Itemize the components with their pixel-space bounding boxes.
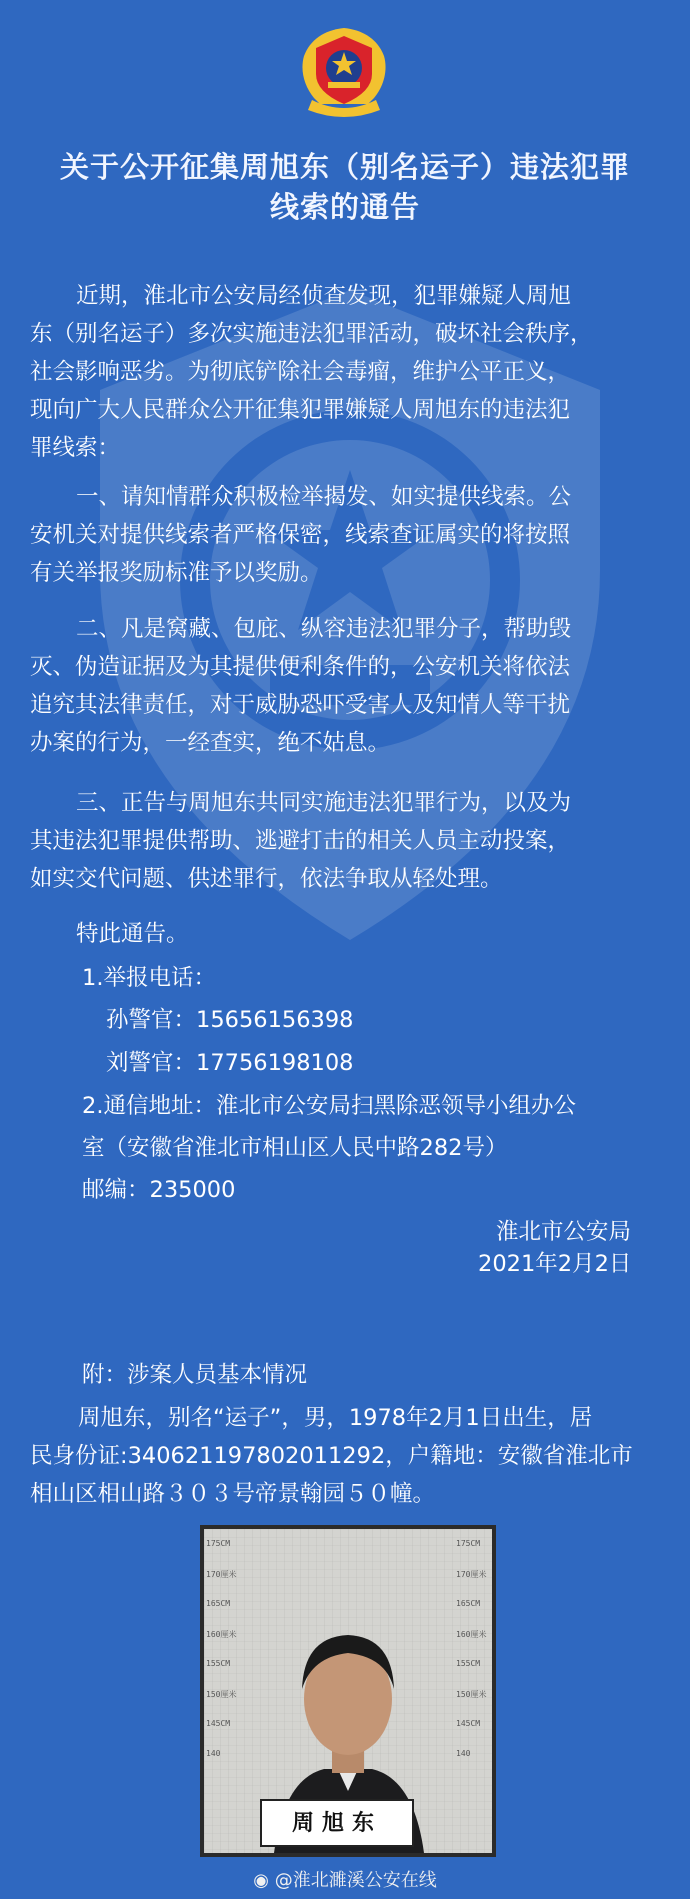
- paragraph-line: 民身份证:340621197802011292，户籍地：安徽省淮北市: [30, 1443, 633, 1469]
- paragraph-line: 相山区相山路３０３号帝景翰园５０幢。: [30, 1481, 436, 1507]
- suspect-photo: [200, 1525, 496, 1857]
- intro-paragraph: [30, 277, 662, 467]
- height-ruler-right: 175CM 170厘米 165CM 160厘米 155CM 150厘米 145CM 140: [456, 1539, 487, 1758]
- paragraph-line: 如实交代问题、供述罪行，依法争取从轻处理。: [30, 866, 503, 892]
- mugshot-background: [204, 1529, 492, 1853]
- paragraph-line: 其违法犯罪提供帮助、逃避打击的相关人员主动投案，: [30, 828, 571, 854]
- paragraph-line: 社会影响恶劣。为彻底铲除社会毒瘤，维护公平正义，: [30, 359, 571, 385]
- point-three-paragraph: [30, 784, 662, 898]
- signature-date: 2021年2月2日: [478, 1251, 632, 1277]
- paragraph-line: 周旭东，别名“运子”，男，1978年2月1日出生，居: [78, 1405, 593, 1431]
- mailing-address-line1: 2.通信地址：淮北市公安局扫黑除恶领导小组办公: [82, 1093, 576, 1119]
- point-two-paragraph: [30, 610, 662, 762]
- paragraph-line: 近期，淮北市公安局经侦查发现，犯罪嫌疑人周旭: [76, 283, 572, 309]
- mailing-address-line2: 室（安徽省淮北市相山区人民中路282号）: [82, 1135, 508, 1161]
- officer-sun-phone[interactable]: 孙警官：15656156398: [106, 1007, 354, 1033]
- paragraph-line: 三、正告与周旭东共同实施违法犯罪行为，以及为: [76, 790, 572, 816]
- name-card: 周旭东: [260, 1799, 414, 1847]
- report-phone-heading: 1.举报电话：: [82, 965, 216, 991]
- source-account[interactable]: @淮北濉溪公安在线: [274, 1870, 437, 1891]
- signature-org: 淮北市公安局: [496, 1219, 632, 1245]
- suspect-info-paragraph: [30, 1399, 662, 1513]
- paragraph-line: 追究其法律责任，对于威胁恐吓受害人及知情人等干扰: [30, 692, 571, 718]
- paragraph-line: 有关举报奖励标准予以奖励。: [30, 560, 323, 586]
- police-emblem-icon: [298, 26, 390, 118]
- officer-liu-phone[interactable]: 刘警官：17756198108: [106, 1050, 354, 1076]
- notice-closing: 特此通告。: [76, 921, 189, 947]
- paragraph-line: 灭、伪造证据及为其提供便利条件的，公安机关将依法: [30, 654, 571, 680]
- appendix-heading: 附：涉案人员基本情况: [82, 1362, 308, 1388]
- weibo-icon: ◉: [253, 1870, 269, 1891]
- paragraph-line: 一、请知情群众积极检举揭发、如实提供线索。公: [76, 484, 572, 510]
- paragraph-line: 现向广大人民群众公开征集犯罪嫌疑人周旭东的违法犯: [30, 397, 571, 423]
- point-one-paragraph: [30, 478, 662, 592]
- paragraph-line: 二、凡是窝藏、包庇、纵容违法犯罪分子，帮助毁: [76, 616, 572, 642]
- paragraph-line: 安机关对提供线索者严格保密，线索查证属实的将按照: [30, 522, 571, 548]
- page-title: 关于公开征集周旭东（别名运子）违法犯罪: [59, 150, 630, 184]
- postcode: 邮编：235000: [82, 1177, 236, 1203]
- paragraph-line: 罪线索：: [30, 435, 121, 461]
- paragraph-line: 办案的行为，一经查实，绝不姑息。: [30, 730, 391, 756]
- height-ruler-left: 175CM 170厘米 165CM 160厘米 155CM 150厘米 145CM 140: [206, 1539, 237, 1758]
- paragraph-line: 东（别名运子）多次实施违法犯罪活动，破坏社会秩序，: [30, 321, 593, 347]
- weibo-watermark: [0, 1866, 690, 1892]
- page-title-line2: 线索的通告: [269, 190, 420, 224]
